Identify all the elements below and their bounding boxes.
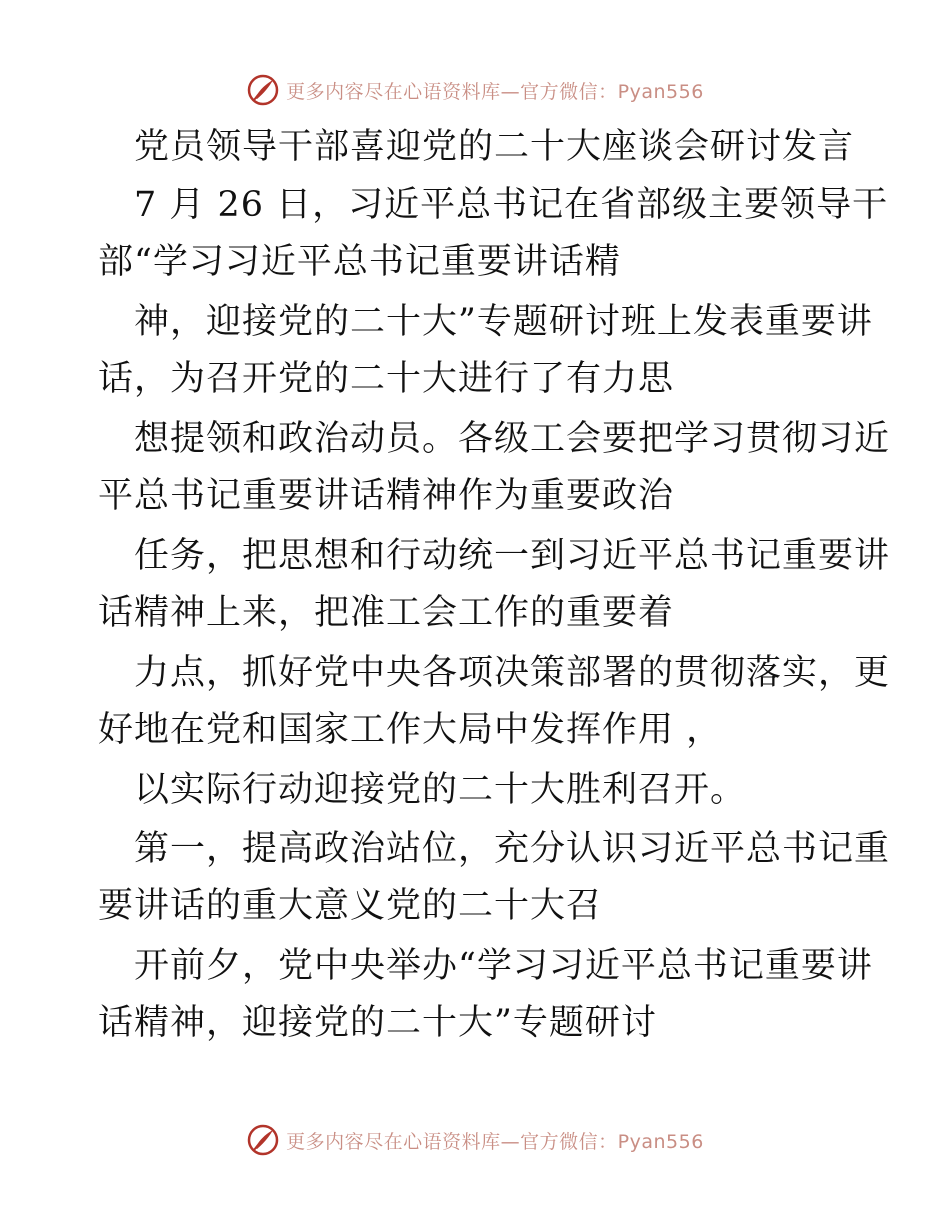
- quill-logo-icon: [246, 73, 280, 107]
- watermark-text: 更多内容尽在心语资料库—官方微信：Pyan556: [286, 80, 704, 103]
- doc-line: 话精神上来，把准工会工作的重要着: [98, 593, 675, 633]
- quill-logo-icon: [246, 1123, 280, 1157]
- doc-line: 好地在党和国家工作大局中发挥作用 ，: [98, 710, 723, 750]
- doc-line: 7 月 26 日，习近平总书记在省部级主要领导干: [134, 185, 889, 225]
- doc-line: 想提领和政治动员。各级工会要把学习贯彻习近: [134, 419, 891, 459]
- doc-line: 神，迎接党的二十大”专题研讨班上发表重要讲: [134, 302, 873, 342]
- doc-line: 话精神，迎接党的二十大”专题研讨: [98, 1003, 657, 1043]
- doc-line: 话，为召开党的二十大进行了有力思: [98, 359, 675, 399]
- footer-watermark: [0, 1120, 950, 1160]
- doc-line: 要讲话的重大意义党的二十大召: [98, 886, 603, 926]
- header-watermark: [0, 70, 950, 110]
- doc-line: 任务，把思想和行动统一到习近平总书记重要讲: [134, 536, 891, 576]
- watermark-text: 更多内容尽在心语资料库—官方微信：Pyan556: [286, 1130, 704, 1153]
- doc-line: 力点，抓好党中央各项决策部署的贯彻落实，更: [134, 653, 891, 693]
- doc-line: 第一，提高政治站位，充分认识习近平总书记重: [134, 829, 891, 869]
- doc-line: 平总书记重要讲话精神作为重要政治: [98, 476, 675, 516]
- doc-line: 以实际行动迎接党的二十大胜利召开。: [134, 770, 747, 810]
- doc-line: 开前夕，党中央举办“学习习近平总书记重要讲: [134, 946, 873, 986]
- doc-line: 部“学习习近平总书记重要讲话精: [98, 242, 621, 282]
- doc-title: 党员领导干部喜迎党的二十大座谈会研讨发言: [134, 127, 855, 167]
